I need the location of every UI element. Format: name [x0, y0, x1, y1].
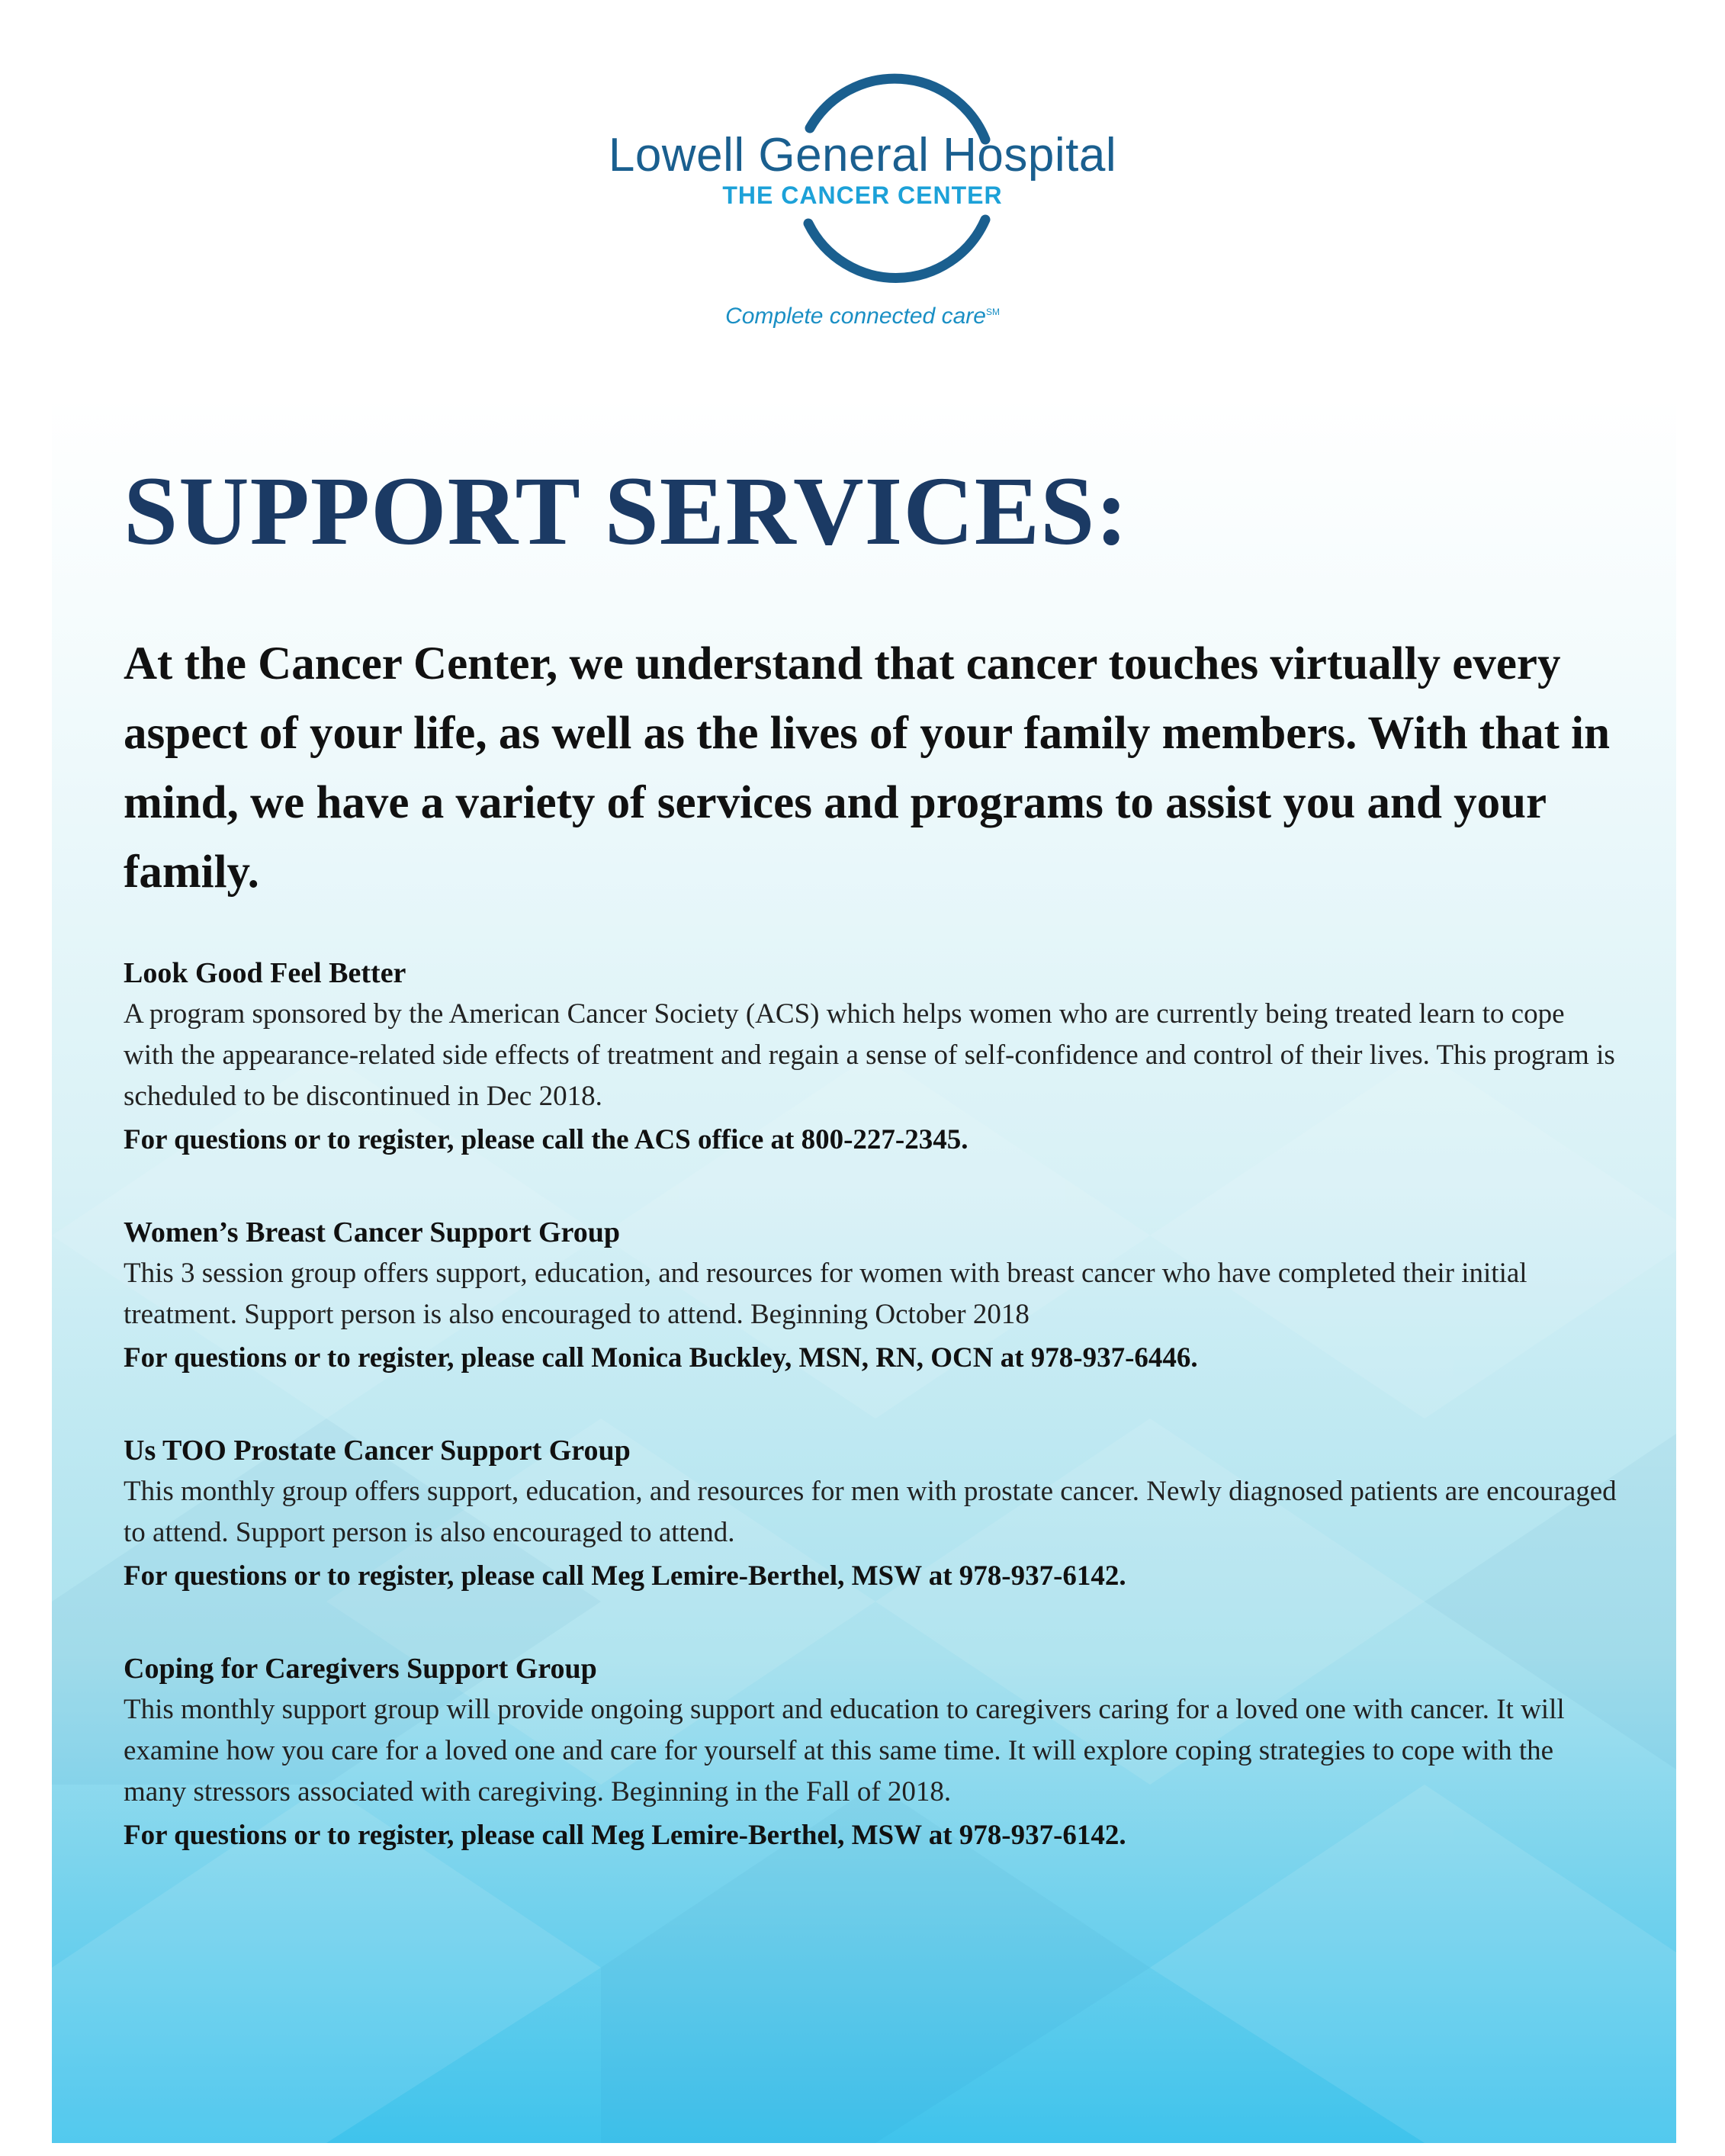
- service-description: A program sponsored by the American Cancer Society (ACS) which helps women who are currently being treated learn to cope with the appearance-related side effects of treatment and regain a sense of self-confidence and control of their lives. This program is scheduled to be discontinued in Dec 2018.: [124, 998, 1615, 1112]
- service-contact: For questions or to register, please call the ACS office at 800-227-2345.: [124, 1123, 969, 1155]
- service-title: Us TOO Prostate Cancer Support Group: [124, 1434, 631, 1467]
- service-contact: For questions or to register, please call Meg Lemire-Berthel, MSW at 978-937-6142.: [124, 1560, 1126, 1592]
- service-description: This monthly group offers support, education, and resources for men with prostate cancer. Newly diagnosed patients are encouraged to attend. Support person is also encouraged to attend.: [124, 1475, 1617, 1548]
- service-title: Women’s Breast Cancer Support Group: [124, 1216, 620, 1248]
- service-contact: For questions or to register, please call Meg Lemire-Berthel, MSW at 978-937-6142.: [124, 1819, 1126, 1851]
- tagline-text: Complete connected care: [725, 304, 986, 329]
- service-description: This 3 session group offers support, education, and resources for women with breast cancer who have completed their initial treatment. Support person is also encouraged to attend. Beginning October 2018: [124, 1257, 1527, 1330]
- hospital-logo: [0, 0, 1725, 358]
- service-description: This monthly support group will provide ongoing support and education to caregivers caring for a loved one with cancer. It will examine how you care for a loved one and care for yourself at this same time. It will explore coping strategies to cope with the many stressors associated with caregiving. Beginning in the Fall of 2018.: [124, 1693, 1565, 1807]
- service-prostate-cancer-group: [124, 1430, 1618, 1598]
- hospital-name: Lowell General Hospital: [608, 129, 1117, 182]
- center-name: THE CANCER CENTER: [722, 182, 1003, 209]
- page-title: SUPPORT SERVICES:: [124, 457, 1129, 565]
- service-contact: For questions or to register, please call Monica Buckley, MSN, RN, OCN at 978-937-6446.: [124, 1341, 1198, 1374]
- logo-tagline: [0, 304, 1725, 329]
- service-caregivers-group: [124, 1648, 1618, 1857]
- service-look-good-feel-better: [124, 953, 1618, 1162]
- service-breast-cancer-group: [124, 1212, 1618, 1380]
- services-list: [124, 953, 1618, 1857]
- intro-paragraph: At the Cancer Center, we understand that cancer touches virtually every aspect of your life, as well as the lives of your family members. With that in mind, we have a variety of services and programs to assist you and your family.: [124, 638, 1611, 898]
- service-mark: SM: [985, 307, 1000, 317]
- service-title: Coping for Caregivers Support Group: [124, 1652, 597, 1685]
- service-title: Look Good Feel Better: [124, 956, 406, 989]
- main-content: [124, 458, 1618, 1907]
